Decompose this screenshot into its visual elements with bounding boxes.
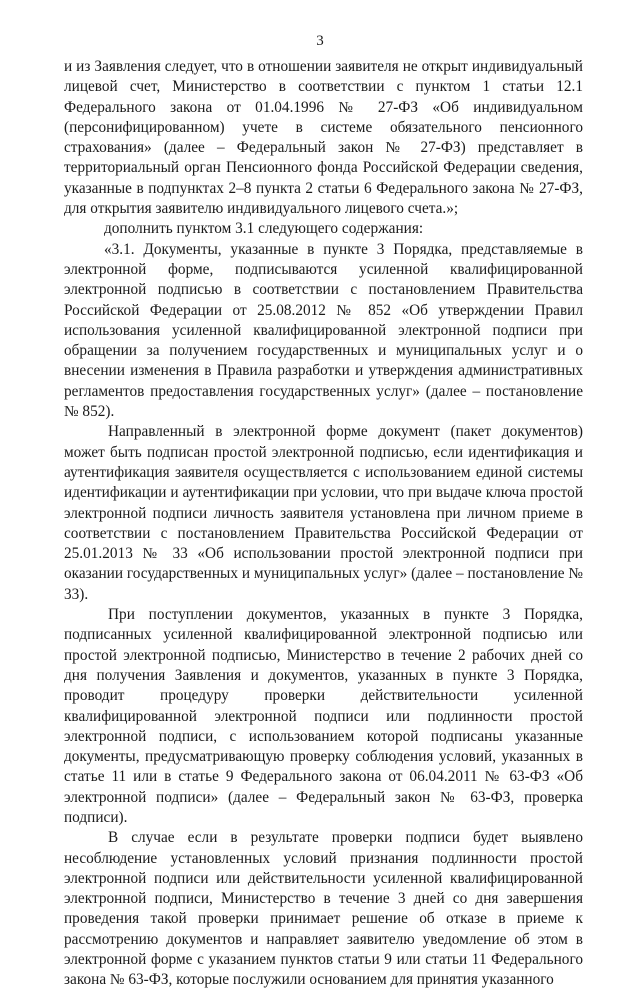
paragraph-3-1: «3.1. Документы, указанные в пункте 3 Порядка, представляемые в электронной форме, подписываются усиленной квалифицированной электронной подписью в соответствии с постановлением Правительства Российской Федерации от 25.08.2012 № 852 «Об утверждении Правил использования усиленной квалифицированной электронной подписи при обращении за получением государственных и муниципальных услуг и о внесении изменения в Правила разработки и утверждения административных регламентов предоставления государственных услуг» (далее – постановление № 852). xyxy=(64,240,583,421)
paragraph-continuation: и из Заявления следует, что в отношении заявителя не открыт индивидуальный лицевой счет, Министерство в соответствии с пунктом 1 статьи 12.1 Федерального закона от 01.04.1996 № 27-ФЗ «Об индивидуальном (персонифицированном) учете в системе обязательного пенсионного страхования» (далее – Федеральный закон № 27-ФЗ) представляет в территориальный орган Пенсионного фонда Российской Федерации сведения, указанные в подпунктах 2–8 пункта 2 статьи 6 Федерального закона № 27-ФЗ, для открытия заявителю индивидуального лицевого счета.»; xyxy=(64,58,583,218)
paragraph-amendment-intro: дополнить пунктом 3.1 следующего содержания: xyxy=(104,220,424,238)
paragraph-refusal: В случае если в результате проверки подписи будет выявлено несоблюдение установленных условий признания подлинности простой электронной подписи или действительности усиленной квалифицированной электронной подписи, Министерство в течение 3 дней со дня завершения проведения такой проверки принимает решение об отказе в приеме к рассмотрению документов и направляет заявителю уведомление об этом в электронной форме с указанием пунктов статьи 9 или статьи 11 Федерального закона № 63-ФЗ, которые послужили основанием для принятия указанного xyxy=(64,829,583,989)
paragraph-signature-check: При поступлении документов, указанных в пункте 3 Порядка, подписанных усиленной квалифицированной электронной подписью или простой электронной подписью, Министерство в течение 2 рабочих дней со дня получения Заявления и документов, указанных в пункте 3 Порядка, проводит процедуру проверки действительности усиленной квалифицированной электронной подписи или подлинности простой электронной подписи, с использованием которой подписаны указанные документы, предусматривающую проверку соблюдения условий, указанных в статье 11 или в статье 9 Федерального закона от 06.04.2011 № 63-ФЗ «Об электронной подписи» (далее – Федеральный закон № 63-ФЗ, проверка подписи). xyxy=(64,606,583,826)
paragraph-simple-signature: Направленный в электронной форме документ (пакет документов) может быть подписан простой электронной подписью, если идентификация и аутентификация заявителя осуществляется с использованием единой системы идентификации и аутентификации при условии, что при выдаче ключа простой электронной подписи личность заявителя установлена при личном приеме в соответствии с постановлением Правительства Российской Федерации от 25.01.2013 № 33 «Об использовании простой электронной подписи при оказании государственных и муниципальных услуг» (далее – постановление № 33). xyxy=(64,423,583,603)
document-body xyxy=(64,57,583,991)
page-number: 3 xyxy=(316,33,324,49)
